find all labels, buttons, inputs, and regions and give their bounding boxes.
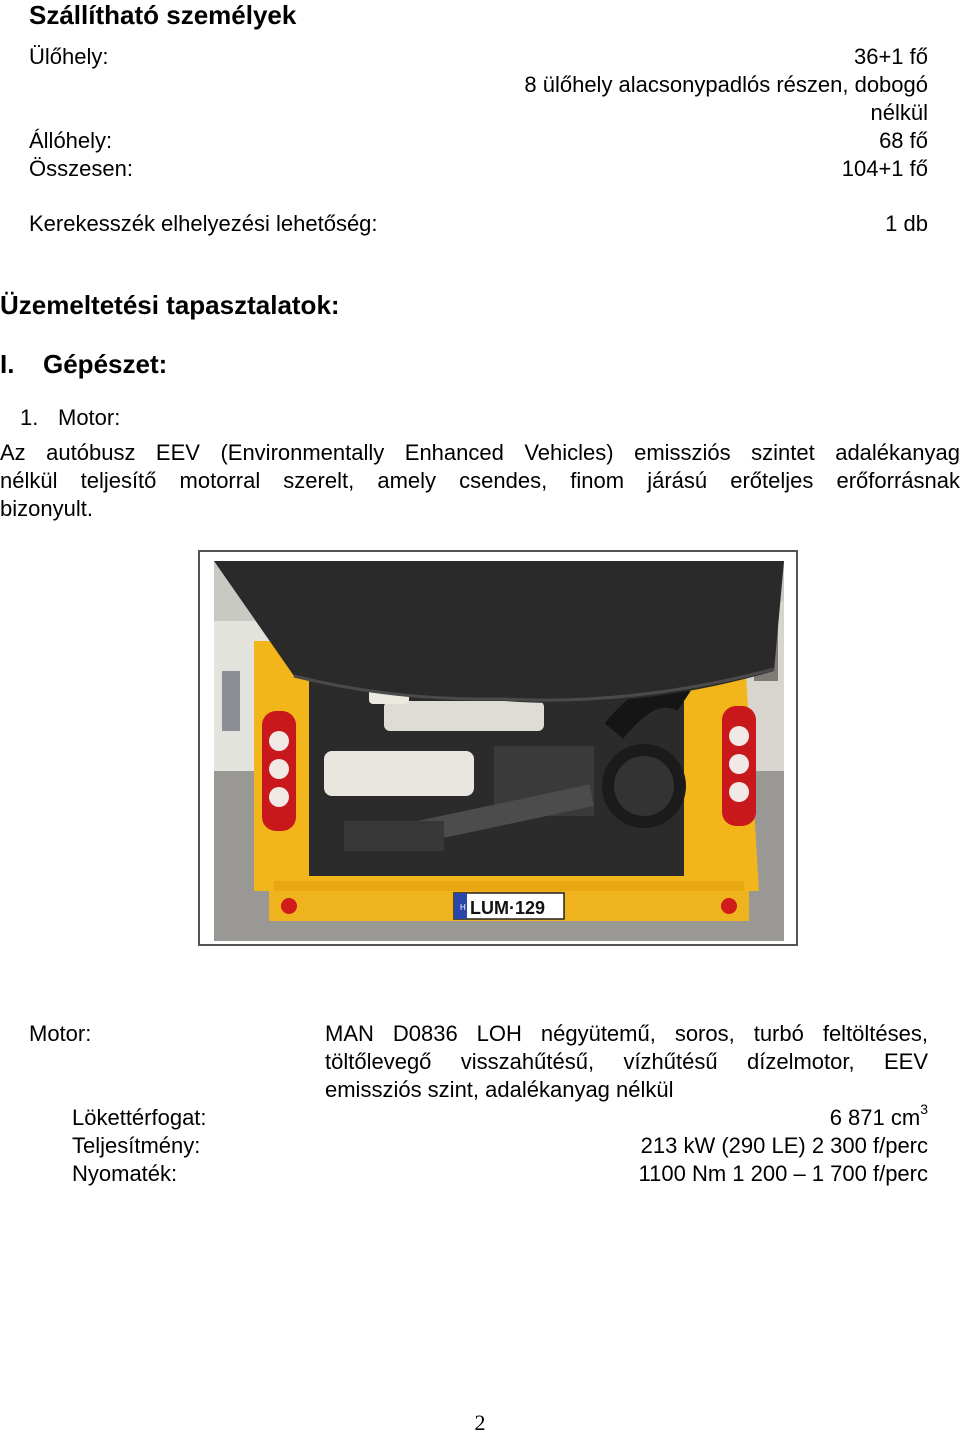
spec-displacement-value: 6 871 $cm^3$ [829, 1100, 928, 1130]
total-label: Összesen: [29, 156, 133, 181]
engine-bay-illustration [214, 561, 784, 941]
total-value: 104+1 fő [841, 156, 928, 181]
spec-displacement-label: Lökettérfogat: [72, 1105, 207, 1130]
spec-motor-label: Motor: [29, 1021, 92, 1046]
seats-value: 36+1 fő [853, 44, 928, 69]
subsection-title-mechanics: Gépészet: [43, 349, 168, 379]
spec-motor-line-1: MAN D0836 LOH négyütemű, soros, turbó feltöltéses, [325, 1021, 928, 1046]
licence-plate: LUM·129 [470, 898, 546, 918]
section-title-passengers: Szállítható személyek [29, 0, 297, 30]
engine-photo [198, 550, 798, 946]
seats-label: Ülőhely: [29, 44, 109, 69]
spec-power-value: 213 kW (290 LE) 2 300 f/perc [640, 1133, 928, 1158]
subsection-number: I. [0, 349, 15, 379]
wheelchair-value: 1 db [885, 211, 928, 236]
seats-note-line2: nélkül [870, 100, 928, 125]
item-number: 1. [20, 405, 39, 430]
paragraph-line-1: Az autóbusz EEV (Environmentally Enhanced Vehicles) emissziós szintet adalékanyag [0, 440, 960, 465]
page-number: 2 [474, 1410, 486, 1435]
spec-torque-value: 1100 Nm 1 200 – 1 700 f/perc [638, 1161, 928, 1186]
standing-value: 68 fő [879, 128, 928, 153]
paragraph-line-2: nélkül teljesítő motorral szerelt, amely csendes, finom járású erőteljes erőforrásnak [0, 468, 960, 493]
section-title-experience: Üzemeltetési tapasztalatok: [0, 290, 340, 320]
spec-torque-label: Nyomaték: [72, 1161, 178, 1186]
paragraph-line-3: bizonyult. [0, 496, 93, 521]
wheelchair-label: Kerekesszék elhelyezési lehetőség: [29, 211, 378, 236]
spec-motor-line-3: emissziós szint, adalékanyag nélkül [325, 1077, 674, 1102]
standing-label: Állóhely: [29, 128, 113, 153]
seats-note-line1: 8 ülőhely alacsonypadlós részen, dobogó [524, 72, 928, 97]
plate-country: H [460, 903, 466, 912]
spec-motor-line-2: töltőlevegő visszahűtésű, vízhűtésű dízelmotor, EEV [325, 1049, 928, 1074]
item-title-motor: Motor: [58, 405, 121, 430]
spec-power-label: Teljesítmény: [72, 1133, 201, 1158]
